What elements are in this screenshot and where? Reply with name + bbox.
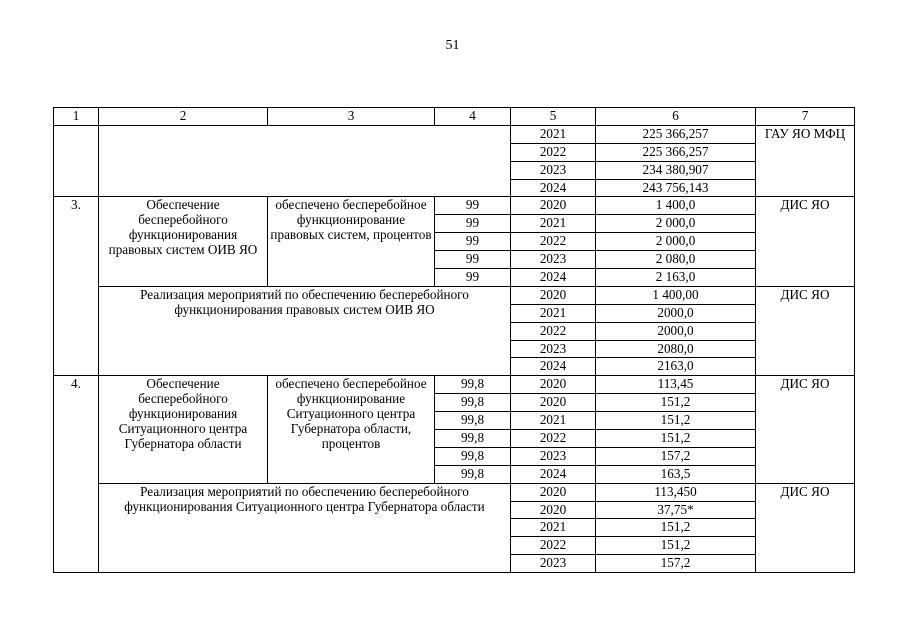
empty-num-cell — [54, 125, 99, 197]
amount-cell: 1 400,0 — [596, 197, 756, 215]
amount-cell: 37,75* — [596, 501, 756, 519]
year-cell: 2020 — [511, 483, 596, 501]
year-cell: 2022 — [511, 143, 596, 161]
year-cell: 2021 — [511, 215, 596, 233]
executor-cell: ДИС ЯО — [756, 483, 855, 572]
amount-cell: 2 000,0 — [596, 215, 756, 233]
amount-cell: 234 380,907 — [596, 161, 756, 179]
table-row — [54, 286, 855, 304]
amount-cell: 225 366,257 — [596, 143, 756, 161]
value-cell: 99,8 — [435, 447, 511, 465]
amount-cell: 151,2 — [596, 430, 756, 448]
amount-cell: 243 756,143 — [596, 179, 756, 197]
table-row — [54, 197, 855, 215]
amount-cell: 157,2 — [596, 555, 756, 573]
value-cell: 99,8 — [435, 376, 511, 394]
year-cell: 2023 — [511, 447, 596, 465]
event-cell: Реализация мероприятий по обеспечению бесперебойного функционирования правовых систем ОИВ ЯО — [99, 286, 511, 375]
year-cell: 2022 — [511, 537, 596, 555]
year-cell: 2021 — [511, 304, 596, 322]
value-cell: 99,8 — [435, 465, 511, 483]
year-cell: 2021 — [511, 519, 596, 537]
header-row — [54, 108, 855, 126]
amount-cell: 2000,0 — [596, 304, 756, 322]
task-name-cell: Обеспечение бесперебойного функционирования Ситуационного центра Губернатора области — [99, 376, 268, 483]
amount-cell: 151,2 — [596, 537, 756, 555]
value-cell: 99 — [435, 269, 511, 287]
page-number: 51 — [445, 38, 460, 53]
task-name-cell: Обеспечение бесперебойного функционирования правовых систем ОИВ ЯО — [99, 197, 268, 286]
header-cell: 1 — [54, 108, 99, 126]
year-cell: 2023 — [511, 340, 596, 358]
amount-cell: 151,2 — [596, 519, 756, 537]
value-cell: 99 — [435, 215, 511, 233]
year-cell: 2023 — [511, 555, 596, 573]
year-cell: 2024 — [511, 269, 596, 287]
executor-cell: ДИС ЯО — [756, 376, 855, 483]
amount-cell: 113,45 — [596, 376, 756, 394]
header-cell: 4 — [435, 108, 511, 126]
year-cell: 2020 — [511, 286, 596, 304]
amount-cell: 2 163,0 — [596, 269, 756, 287]
section-number: 4. — [54, 376, 99, 573]
amount-cell: 2163,0 — [596, 358, 756, 376]
year-cell: 2020 — [511, 197, 596, 215]
value-cell: 99,8 — [435, 412, 511, 430]
data-table — [53, 107, 855, 573]
table-row — [54, 483, 855, 501]
empty-merged-cell — [99, 125, 511, 197]
header-cell: 6 — [596, 108, 756, 126]
year-cell: 2022 — [511, 430, 596, 448]
year-cell: 2024 — [511, 179, 596, 197]
header-cell: 5 — [511, 108, 596, 126]
year-cell: 2023 — [511, 251, 596, 269]
header-cell: 3 — [268, 108, 435, 126]
amount-cell: 157,2 — [596, 447, 756, 465]
year-cell: 2020 — [511, 394, 596, 412]
year-cell: 2021 — [511, 125, 596, 143]
year-cell: 2022 — [511, 322, 596, 340]
year-cell: 2020 — [511, 376, 596, 394]
indicator-cell: обеспечено бесперебойное функционирование правовых систем, процентов — [268, 197, 435, 286]
header-cell: 7 — [756, 108, 855, 126]
year-cell: 2021 — [511, 412, 596, 430]
amount-cell: 113,450 — [596, 483, 756, 501]
table-row — [54, 376, 855, 394]
year-cell: 2024 — [511, 358, 596, 376]
amount-cell: 2080,0 — [596, 340, 756, 358]
amount-cell: 151,2 — [596, 412, 756, 430]
amount-cell: 2000,0 — [596, 322, 756, 340]
executor-cell: ДИС ЯО — [756, 197, 855, 286]
value-cell: 99 — [435, 197, 511, 215]
amount-cell: 2 000,0 — [596, 233, 756, 251]
amount-cell: 151,2 — [596, 394, 756, 412]
event-cell: Реализация мероприятий по обеспечению бесперебойного функционирования Ситуационного центра Губернатора области — [99, 483, 511, 572]
year-cell: 2020 — [511, 501, 596, 519]
value-cell: 99 — [435, 251, 511, 269]
executor-cell: ДИС ЯО — [756, 286, 855, 375]
amount-cell: 225 366,257 — [596, 125, 756, 143]
section-number: 3. — [54, 197, 99, 376]
value-cell: 99 — [435, 233, 511, 251]
value-cell: 99,8 — [435, 394, 511, 412]
amount-cell: 163,5 — [596, 465, 756, 483]
table-row — [54, 125, 855, 143]
header-cell: 2 — [99, 108, 268, 126]
amount-cell: 2 080,0 — [596, 251, 756, 269]
executor-cell: ГАУ ЯО МФЦ — [756, 125, 855, 197]
indicator-cell: обеспечено бесперебойное функционирование Ситуационного центра Губернатора области, процентов — [268, 376, 435, 483]
year-cell: 2023 — [511, 161, 596, 179]
value-cell: 99,8 — [435, 430, 511, 448]
year-cell: 2024 — [511, 465, 596, 483]
year-cell: 2022 — [511, 233, 596, 251]
amount-cell: 1 400,00 — [596, 286, 756, 304]
